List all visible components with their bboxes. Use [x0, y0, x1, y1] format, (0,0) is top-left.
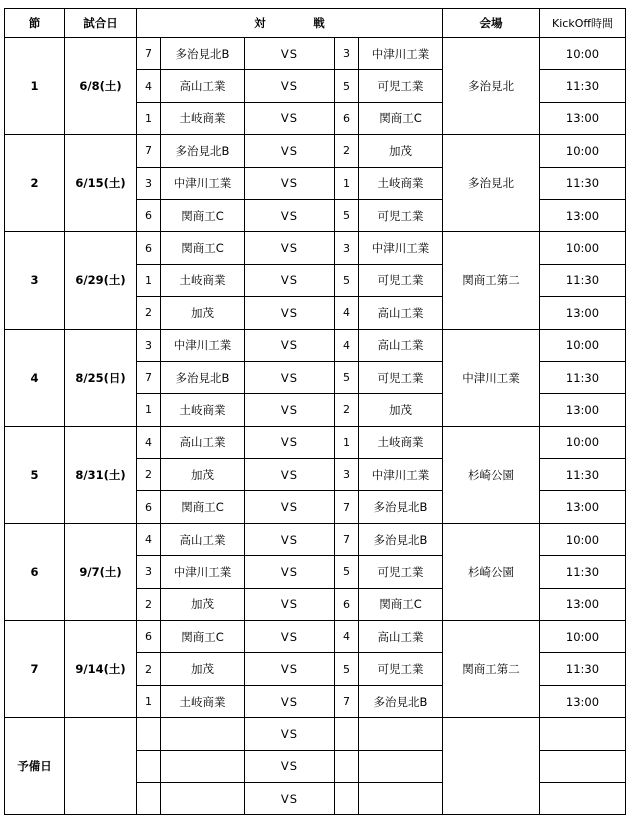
home-team: 土岐商業 [161, 102, 245, 134]
header-row [5, 9, 626, 38]
kickoff-time: 13:00 [540, 685, 626, 717]
round-venue [443, 718, 540, 815]
table-row [5, 329, 626, 361]
table-row [5, 38, 626, 70]
away-seed: 2 [335, 394, 359, 426]
vs-label: VS [245, 361, 335, 393]
away-seed: 2 [335, 135, 359, 167]
round-date: 6/8(土) [65, 38, 137, 135]
home-team: 中津川工業 [161, 329, 245, 361]
away-seed: 3 [335, 232, 359, 264]
away-team: 高山工業 [359, 329, 443, 361]
home-team: 多治見北B [161, 38, 245, 70]
home-seed: 2 [137, 653, 161, 685]
home-seed: 3 [137, 556, 161, 588]
home-seed: 6 [137, 621, 161, 653]
kickoff-time: 11:30 [540, 459, 626, 491]
away-team: 関商工C [359, 102, 443, 134]
away-team: 可児工業 [359, 361, 443, 393]
vs-label: VS [245, 199, 335, 231]
home-team: 多治見北B [161, 361, 245, 393]
away-team: 関商工C [359, 588, 443, 620]
kickoff-time: 10:00 [540, 523, 626, 555]
away-seed: 6 [335, 588, 359, 620]
away-seed: 4 [335, 621, 359, 653]
home-team: 土岐商業 [161, 264, 245, 296]
home-team [161, 782, 245, 814]
header-match [137, 9, 443, 38]
table-row [5, 426, 626, 458]
home-seed: 1 [137, 102, 161, 134]
home-team: 関商工C [161, 232, 245, 264]
kickoff-time [540, 782, 626, 814]
home-seed: 1 [137, 264, 161, 296]
home-team: 関商工C [161, 621, 245, 653]
vs-label: VS [245, 394, 335, 426]
vs-label: VS [245, 718, 335, 750]
round-number: 6 [5, 523, 65, 620]
kickoff-time: 10:00 [540, 135, 626, 167]
round-number: 5 [5, 426, 65, 523]
round-venue: 多治見北 [443, 135, 540, 232]
away-seed: 5 [335, 556, 359, 588]
home-seed: 2 [137, 588, 161, 620]
kickoff-time: 13:00 [540, 199, 626, 231]
home-seed: 6 [137, 491, 161, 523]
round-venue: 関商工第二 [443, 232, 540, 329]
kickoff-time: 11:30 [540, 556, 626, 588]
round-venue: 杉崎公園 [443, 523, 540, 620]
away-seed: 1 [335, 426, 359, 458]
home-seed: 7 [137, 361, 161, 393]
home-team: 土岐商業 [161, 394, 245, 426]
round-date: 9/7(土) [65, 523, 137, 620]
home-team: 高山工業 [161, 70, 245, 102]
away-team [359, 750, 443, 782]
round-date: 9/14(土) [65, 621, 137, 718]
kickoff-time: 10:00 [540, 329, 626, 361]
vs-label: VS [245, 588, 335, 620]
away-team [359, 782, 443, 814]
kickoff-time: 10:00 [540, 38, 626, 70]
round-venue: 中津川工業 [443, 329, 540, 426]
schedule-table [4, 8, 626, 815]
home-seed: 4 [137, 70, 161, 102]
vs-label: VS [245, 297, 335, 329]
kickoff-time: 13:00 [540, 588, 626, 620]
kickoff-time [540, 718, 626, 750]
round-date: 8/31(土) [65, 426, 137, 523]
away-seed: 1 [335, 167, 359, 199]
away-team: 土岐商業 [359, 426, 443, 458]
home-team: 高山工業 [161, 426, 245, 458]
round-date: 6/15(土) [65, 135, 137, 232]
away-seed: 6 [335, 102, 359, 134]
table-row [5, 232, 626, 264]
away-team: 可児工業 [359, 653, 443, 685]
home-seed [137, 718, 161, 750]
away-team: 可児工業 [359, 264, 443, 296]
kickoff-time: 13:00 [540, 491, 626, 523]
vs-label: VS [245, 685, 335, 717]
home-team: 加茂 [161, 653, 245, 685]
table-row [5, 621, 626, 653]
away-seed: 5 [335, 70, 359, 102]
home-team [161, 718, 245, 750]
home-team: 中津川工業 [161, 556, 245, 588]
header-setsu: 節 [5, 9, 65, 38]
home-team: 中津川工業 [161, 167, 245, 199]
away-seed [335, 750, 359, 782]
kickoff-time: 10:00 [540, 426, 626, 458]
home-seed: 4 [137, 426, 161, 458]
vs-label: VS [245, 102, 335, 134]
kickoff-time [540, 750, 626, 782]
away-seed: 5 [335, 199, 359, 231]
vs-label: VS [245, 38, 335, 70]
away-seed: 4 [335, 329, 359, 361]
round-date: 8/25(日) [65, 329, 137, 426]
round-number: 4 [5, 329, 65, 426]
round-number: 予備日 [5, 718, 65, 815]
kickoff-time: 10:00 [540, 621, 626, 653]
kickoff-time: 11:30 [540, 653, 626, 685]
home-seed: 1 [137, 685, 161, 717]
round-number: 3 [5, 232, 65, 329]
vs-label: VS [245, 167, 335, 199]
kickoff-time: 13:00 [540, 297, 626, 329]
header-match-label: 対 戦 [254, 16, 343, 30]
kickoff-time: 13:00 [540, 102, 626, 134]
away-seed: 5 [335, 361, 359, 393]
round-date [65, 718, 137, 815]
away-team: 多治見北B [359, 685, 443, 717]
home-seed: 4 [137, 523, 161, 555]
away-team: 高山工業 [359, 297, 443, 329]
home-seed: 7 [137, 38, 161, 70]
away-team: 高山工業 [359, 621, 443, 653]
home-team: 関商工C [161, 199, 245, 231]
vs-label: VS [245, 621, 335, 653]
away-team: 中津川工業 [359, 232, 443, 264]
home-team: 加茂 [161, 459, 245, 491]
away-team: 加茂 [359, 135, 443, 167]
away-team: 加茂 [359, 394, 443, 426]
away-seed: 5 [335, 653, 359, 685]
away-seed: 7 [335, 523, 359, 555]
home-team: 高山工業 [161, 523, 245, 555]
home-team: 多治見北B [161, 135, 245, 167]
vs-label: VS [245, 70, 335, 102]
kickoff-time: 10:00 [540, 232, 626, 264]
vs-label: VS [245, 232, 335, 264]
vs-label: VS [245, 491, 335, 523]
home-seed: 6 [137, 232, 161, 264]
home-seed: 2 [137, 297, 161, 329]
round-date: 6/29(土) [65, 232, 137, 329]
home-team [161, 750, 245, 782]
away-seed: 3 [335, 459, 359, 491]
table-row [5, 523, 626, 555]
round-number: 7 [5, 621, 65, 718]
kickoff-time: 11:30 [540, 264, 626, 296]
home-seed: 7 [137, 135, 161, 167]
away-seed [335, 718, 359, 750]
home-team: 加茂 [161, 588, 245, 620]
header-date: 試合日 [65, 9, 137, 38]
kickoff-time: 11:30 [540, 361, 626, 393]
away-seed: 4 [335, 297, 359, 329]
round-venue: 関商工第二 [443, 621, 540, 718]
kickoff-time: 13:00 [540, 394, 626, 426]
kickoff-time: 11:30 [540, 70, 626, 102]
round-venue: 多治見北 [443, 38, 540, 135]
home-seed: 3 [137, 167, 161, 199]
vs-label: VS [245, 135, 335, 167]
vs-label: VS [245, 459, 335, 491]
home-seed: 3 [137, 329, 161, 361]
round-venue: 杉崎公園 [443, 426, 540, 523]
table-row [5, 135, 626, 167]
away-team: 中津川工業 [359, 38, 443, 70]
vs-label: VS [245, 523, 335, 555]
vs-label: VS [245, 782, 335, 814]
away-team: 多治見北B [359, 523, 443, 555]
home-seed: 2 [137, 459, 161, 491]
vs-label: VS [245, 264, 335, 296]
home-seed: 6 [137, 199, 161, 231]
home-team: 関商工C [161, 491, 245, 523]
home-team: 加茂 [161, 297, 245, 329]
home-seed [137, 782, 161, 814]
vs-label: VS [245, 556, 335, 588]
round-number: 2 [5, 135, 65, 232]
away-seed: 7 [335, 491, 359, 523]
away-seed: 3 [335, 38, 359, 70]
home-team: 土岐商業 [161, 685, 245, 717]
vs-label: VS [245, 329, 335, 361]
away-team: 土岐商業 [359, 167, 443, 199]
away-team [359, 718, 443, 750]
round-number: 1 [5, 38, 65, 135]
home-seed: 1 [137, 394, 161, 426]
away-team: 可児工業 [359, 199, 443, 231]
header-venue: 会場 [443, 9, 540, 38]
kickoff-time: 11:30 [540, 167, 626, 199]
vs-label: VS [245, 653, 335, 685]
vs-label: VS [245, 750, 335, 782]
away-seed [335, 782, 359, 814]
vs-label: VS [245, 426, 335, 458]
away-team: 多治見北B [359, 491, 443, 523]
away-seed: 5 [335, 264, 359, 296]
schedule-body [5, 38, 626, 815]
table-row [5, 718, 626, 750]
away-team: 可児工業 [359, 70, 443, 102]
away-team: 中津川工業 [359, 459, 443, 491]
away-seed: 7 [335, 685, 359, 717]
away-team: 可児工業 [359, 556, 443, 588]
header-kickoff: KickOff時間 [540, 9, 626, 38]
home-seed [137, 750, 161, 782]
